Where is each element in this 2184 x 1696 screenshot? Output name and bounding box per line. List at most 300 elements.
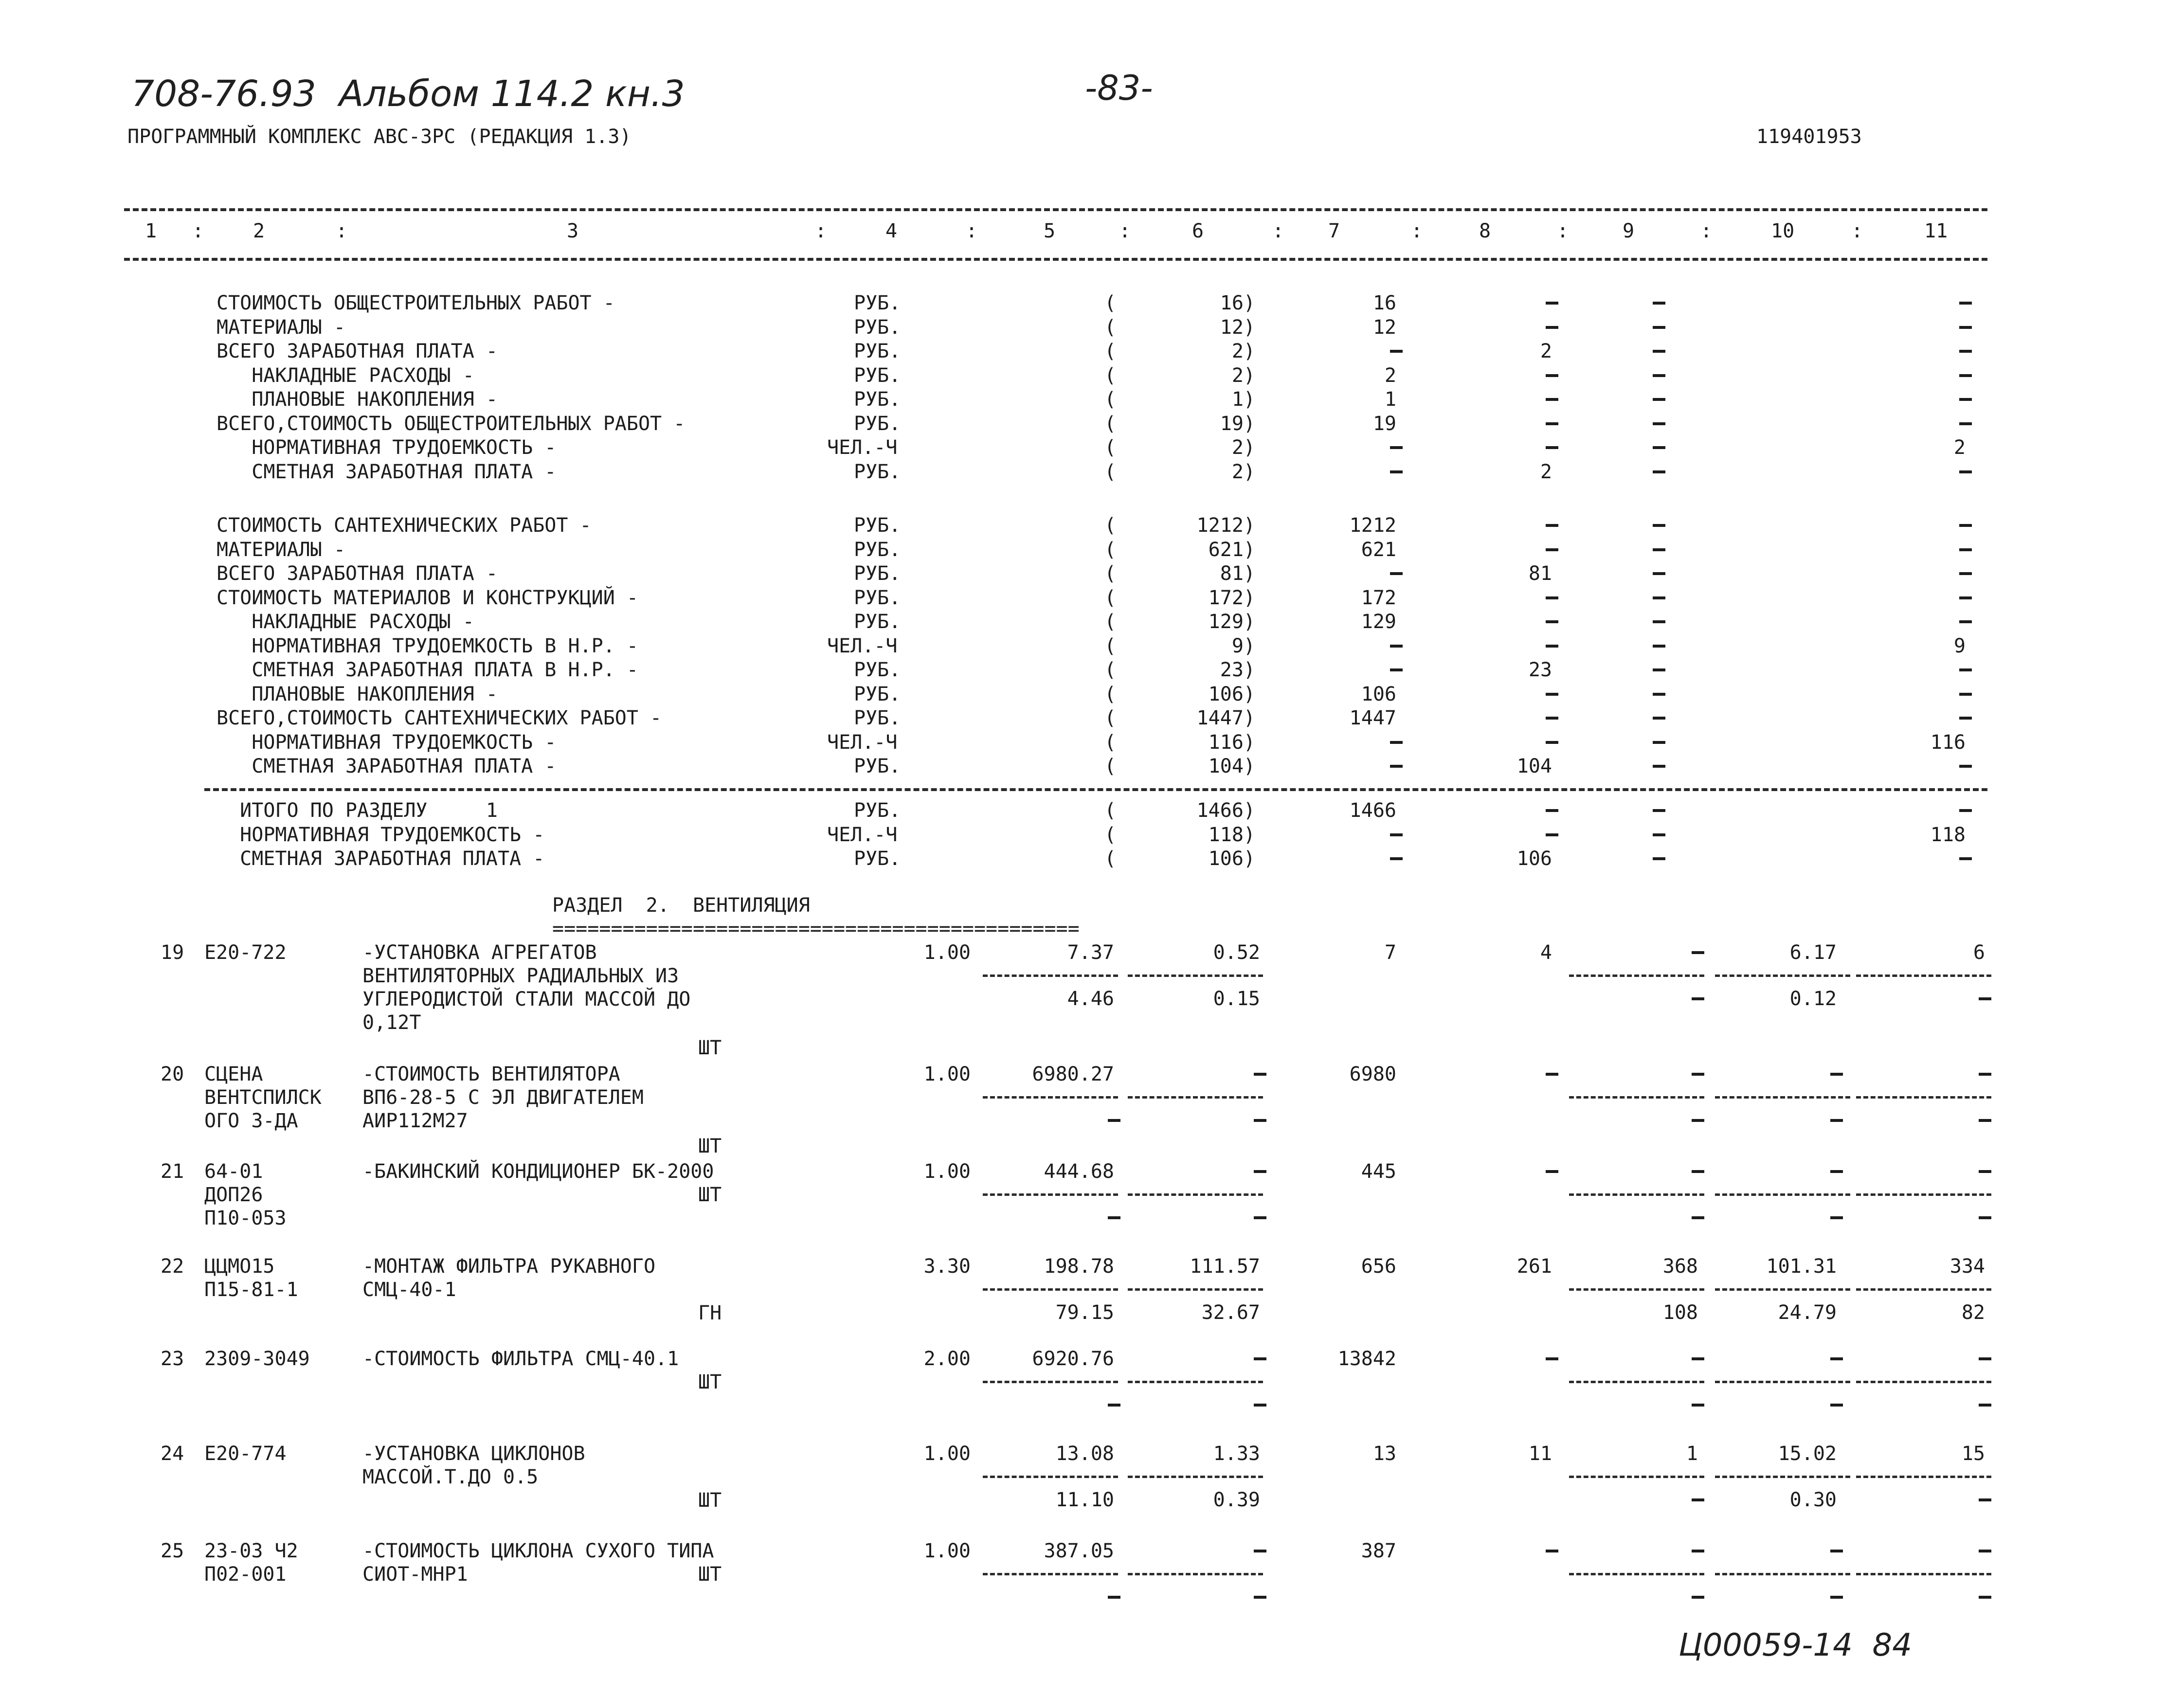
entry-col11 [1979,1357,1991,1360]
summary-col11 [1959,374,1972,377]
entry-unit: ШТ [698,1037,722,1059]
summary-col8: 104 [1516,755,1552,777]
summary-col9 [1653,596,1665,599]
entry-rule-col5 [983,1096,1118,1099]
entry-col9 [1692,1357,1704,1360]
entry-rule-col5 [983,1193,1118,1196]
entry-unit: ШТ [698,1563,722,1586]
entry-col5: 444.68 [1044,1160,1114,1183]
summary-col8 [1546,596,1558,599]
entry-col6: 111.57 [1190,1255,1260,1278]
summary-label: СТОИМОСТЬ МАТЕРИАЛОВ И КОНСТРУКЦИЙ - [217,587,638,609]
summary-col11 [1959,620,1972,623]
summary-label: СМЕТНАЯ ЗАРАБОТНАЯ ПЛАТА - [217,461,557,483]
summary-paren: ( [1104,659,1117,681]
summary-col11: 116 [1930,731,1966,754]
summary-col8 [1546,326,1558,329]
entry-col9: 1 [1686,1443,1698,1465]
entry-unit: ШТ [698,1489,722,1512]
entry-col11: 6 [1973,941,1985,964]
album-title: 708-76.93 Альбом 114.2 кн.3 [131,73,685,115]
entry-rule-col9 [1569,1381,1704,1383]
summary-value-col6: 16) [1220,292,1255,314]
column-header-10: 10 [1771,220,1795,242]
entry-rule-col6 [1128,1288,1263,1291]
entry-col5-second: 11.10 [1055,1489,1114,1511]
summary-unit: ЧЕЛ.-Ч [827,436,898,459]
column-separator: : [966,220,978,242]
summary-paren: ( [1104,611,1117,633]
summary-value-col6: 118) [1208,824,1255,846]
summary-col11: 2 [1953,436,1966,459]
column-header-6: 6 [1192,220,1204,242]
entry-rule-col10 [1715,1193,1850,1196]
summary-unit: ЧЕЛ.-Ч [827,731,898,754]
entry-col7: 7 [1384,941,1396,964]
summary-value-col6: 106) [1208,848,1255,870]
entry-col9-second [1692,1404,1704,1407]
column-header-4: 4 [885,220,898,242]
page-mark: -83- [1085,68,1153,108]
entry-col5-second [1108,1404,1120,1407]
entry-col6-second: 32.67 [1201,1301,1260,1324]
program-name: ПРОГРАММНЫЙ КОМПЛЕКС АВС-3РС (РЕДАКЦИЯ 1.3) [127,126,632,148]
entry-code: Е20-774 [204,1443,287,1465]
entry-number: 21 [161,1160,184,1183]
summary-label: НОРМАТИВНАЯ ТРУДОЕМКОСТЬ В Н.Р. - [217,635,638,657]
summary-col7: 172 [1361,587,1396,609]
summary-col9 [1653,833,1665,836]
summary-label: НОРМАТИВНАЯ ТРУДОЕМКОСТЬ - [217,824,545,846]
summary-col7: 106 [1361,683,1396,705]
summary-col9 [1653,548,1665,551]
summary-paren: ( [1104,388,1117,411]
summary-paren: ( [1104,562,1117,585]
summary-col9 [1653,645,1665,648]
footer-stamp: Ц00059-14 84 [1679,1627,1912,1663]
summary-col7: 1 [1384,388,1396,411]
entry-code: ОГО З-ДА [204,1110,298,1132]
entry-description: -УСТАНОВКА АГРЕГАТОВ [362,941,597,964]
entry-quantity: 1.00 [923,1063,971,1085]
section-title: РАЗДЕЛ 2. ВЕНТИЛЯЦИЯ [552,894,810,917]
summary-paren: ( [1104,436,1117,459]
summary-col9 [1653,693,1665,696]
summary-col11 [1959,809,1972,812]
summary-col7: 12 [1372,316,1396,339]
summary-paren: ( [1104,587,1117,609]
summary-col9 [1653,446,1665,449]
summary-col11 [1959,422,1972,425]
summary-col11 [1959,857,1972,860]
entry-rule-col6 [1128,974,1263,977]
entry-col9-second: 108 [1662,1301,1698,1324]
entry-col9-second [1692,1216,1704,1219]
summary-col7: 2 [1384,364,1396,387]
summary-col11 [1959,548,1972,551]
summary-col9 [1653,374,1665,377]
summary-label: НАКЛАДНЫЕ РАСХОДЫ - [217,364,474,387]
entry-col10-second [1830,1404,1843,1407]
entry-code: П15-81-1 [204,1279,298,1301]
summary-col9 [1653,422,1665,425]
entry-rule-col10 [1715,974,1850,977]
summary-value-col6: 1) [1231,388,1255,411]
summary-col9 [1653,857,1665,860]
summary-col11 [1959,668,1972,671]
summary-unit: РУБ. [854,755,901,777]
entry-col11-second [1979,1404,1991,1407]
summary-paren: ( [1104,707,1117,729]
summary-paren: ( [1104,799,1117,822]
summary-col7: 621 [1361,539,1396,561]
column-header-1: 1 [145,220,157,242]
entry-code: Е20-722 [204,941,287,964]
summary-paren: ( [1104,413,1117,435]
entry-description: СМЦ-40-1 [362,1279,456,1301]
entry-col5: 198.78 [1044,1255,1114,1278]
entry-rule-col5 [983,1573,1118,1575]
summary-label: СТОИМОСТЬ САНТЕХНИЧЕСКИХ РАБОТ - [217,514,592,537]
summary-col8 [1546,741,1558,744]
summary-label: МАТЕРИАЛЫ - [217,539,345,561]
entry-col8 [1546,1357,1558,1360]
entry-description: СИОТ-МНР1 [362,1563,468,1586]
summary-value-col6: 104) [1208,755,1255,777]
summary-col11 [1959,596,1972,599]
entry-description: АИР112М27 [362,1110,468,1132]
entry-rule-col10 [1715,1288,1850,1291]
entry-description: -СТОИМОСТЬ ЦИКЛОНА СУХОГО ТИПА [362,1540,714,1562]
column-separator: : [336,220,348,242]
entry-description: УГЛЕРОДИСТОЙ СТАЛИ МАССОЙ ДО [362,988,691,1010]
summary-col7 [1390,668,1403,671]
column-header-2: 2 [253,220,265,242]
entry-col7: 445 [1361,1160,1396,1183]
summary-col7 [1390,645,1403,648]
entry-code: П10-053 [204,1207,287,1229]
summary-unit: РУБ. [854,848,901,870]
entry-col10 [1830,1550,1843,1552]
entry-code: ВЕНТСПИЛСК [204,1086,322,1109]
summary-col8 [1546,620,1558,623]
entry-col10 [1830,1170,1843,1173]
entry-col6-second: 0.39 [1213,1489,1260,1511]
entry-rule-col9 [1569,1476,1704,1478]
entry-code: 2309-3049 [204,1348,310,1370]
summary-col8 [1546,524,1558,527]
column-header-8: 8 [1479,220,1491,242]
entry-col8 [1546,1550,1558,1552]
summary-col11 [1959,765,1972,768]
entry-col9 [1692,1073,1704,1076]
entry-col8: 4 [1540,941,1552,964]
summary-value-col6: 19) [1220,413,1255,435]
entry-col6: 0.52 [1213,941,1260,964]
entry-number: 24 [161,1443,184,1465]
entry-col8 [1546,1073,1558,1076]
entry-col10-second [1830,1216,1843,1219]
summary-paren: ( [1104,461,1117,483]
summary-value-col6: 2) [1231,436,1255,459]
summary-value-col6: 106) [1208,683,1255,705]
entry-col7: 656 [1361,1255,1396,1278]
entry-col5: 6920.76 [1032,1348,1114,1370]
summary-col9 [1653,765,1665,768]
entry-col5: 7.37 [1067,941,1114,964]
entry-rule-col9 [1569,1288,1704,1291]
entry-rule-col9 [1569,1096,1704,1099]
entry-col10 [1830,1073,1843,1076]
summary-unit: РУБ. [854,340,901,362]
entry-col6-second [1254,1596,1266,1599]
entry-rule-col11 [1856,974,1991,977]
summary-paren: ( [1104,731,1117,754]
summary-label: ПЛАНОВЫЕ НАКОПЛЕНИЯ - [217,683,498,705]
summary-unit: ЧЕЛ.-Ч [827,824,898,846]
summary-col8 [1546,809,1558,812]
entry-col7: 6980 [1349,1063,1396,1085]
entry-quantity: 1.00 [923,1160,971,1183]
column-separator: : [1557,220,1569,242]
summary-unit: РУБ. [854,611,901,633]
entry-rule-col10 [1715,1096,1850,1099]
entry-rule-col11 [1856,1096,1991,1099]
summary-col8 [1546,693,1558,696]
entry-col8: 261 [1516,1255,1552,1278]
entry-col10 [1830,1357,1843,1360]
entry-unit: ГН [698,1302,722,1324]
entry-col7: 13 [1372,1443,1396,1465]
entry-col5: 387.05 [1044,1540,1114,1562]
summary-col7 [1390,765,1403,768]
entry-rule-col9 [1569,974,1704,977]
entry-col6-second [1254,1119,1266,1122]
summary-value-col6: 172) [1208,587,1255,609]
summary-col7: 1466 [1349,799,1396,822]
summary-paren: ( [1104,340,1117,362]
entry-col10-second [1830,1119,1843,1122]
summary-label: НОРМАТИВНАЯ ТРУДОЕМКОСТЬ - [217,436,557,459]
entry-rule-col5 [983,1476,1118,1478]
summary-col11: 118 [1930,824,1966,846]
entry-number: 19 [161,941,184,964]
summary-col8 [1546,833,1558,836]
summary-col9 [1653,717,1665,720]
entry-number: 22 [161,1255,184,1278]
entry-unit: ШТ [698,1184,722,1206]
summary-col9 [1653,326,1665,329]
entry-col5-second [1108,1216,1120,1219]
summary-unit: РУБ. [854,707,901,729]
entry-description: ВЕНТИЛЯТОРНЫХ РАДИАЛЬНЫХ ИЗ [362,965,679,987]
summary-col11 [1959,326,1972,329]
summary-label: ПЛАНОВЫЕ НАКОПЛЕНИЯ - [217,388,498,411]
entry-description: -СТОИМОСТЬ ВЕНТИЛЯТОРА [362,1063,620,1085]
summary-col7 [1390,741,1403,744]
column-header-11: 11 [1924,220,1948,242]
entry-unit: ШТ [698,1135,722,1157]
entry-rule-col10 [1715,1573,1850,1575]
entry-col10: 6.17 [1789,941,1837,964]
summary-label: МАТЕРИАЛЫ - [217,316,345,339]
summary-label: ИТОГО ПО РАЗДЕЛУ 1 [217,799,498,822]
summary-col8 [1546,398,1558,401]
entry-col9 [1692,1170,1704,1173]
entry-col11-second [1979,1216,1991,1219]
summary-col11 [1959,717,1972,720]
summary-unit: РУБ. [854,799,901,822]
entry-description: МАССОЙ.Т.ДО 0.5 [362,1466,539,1488]
summary-col7: 19 [1372,413,1396,435]
entry-description: -БАКИНСКИЙ КОНДИЦИОНЕР БК-2000 [362,1160,714,1183]
entry-col11-second [1979,1596,1991,1599]
column-header-3: 3 [567,220,579,242]
entry-col11-second: 82 [1961,1301,1985,1324]
entry-col9-second [1692,1596,1704,1599]
summary-paren: ( [1104,292,1117,314]
entry-col7: 387 [1361,1540,1396,1562]
entry-rule-col11 [1856,1476,1991,1478]
summary-col8: 2 [1540,340,1552,362]
entry-number: 23 [161,1348,184,1370]
entry-col6-second [1254,1404,1266,1407]
summary-value-col6: 2) [1231,340,1255,362]
entry-rule-col5 [983,1288,1118,1291]
summary-unit: РУБ. [854,316,901,339]
summary-col7 [1390,470,1403,473]
entry-unit: ШТ [698,1371,722,1393]
entry-rule-col11 [1856,1573,1991,1575]
entry-quantity: 1.00 [923,1540,971,1562]
entry-col5-second: 4.46 [1067,988,1114,1010]
summary-col8: 23 [1528,659,1552,681]
column-separator: : [1700,220,1713,242]
entry-col11: 15 [1961,1443,1985,1465]
summary-value-col6: 116) [1208,731,1255,754]
summary-unit: РУБ. [854,587,901,609]
header-rule-top [124,208,1987,211]
entry-col11 [1979,1550,1991,1552]
entry-col6: 1.33 [1213,1443,1260,1465]
entry-description: ВП6-28-5 С ЭЛ ДВИГАТЕЛЕМ [362,1086,644,1109]
summary-col7: 129 [1361,611,1396,633]
summary-col9 [1653,350,1665,353]
summary-label: ВСЕГО,СТОИМОСТЬ ОБЩЕСТРОИТЕЛЬНЫХ РАБОТ - [217,413,686,435]
entry-col9: 368 [1662,1255,1698,1278]
summary-unit: РУБ. [854,562,901,585]
summary-col8: 106 [1516,848,1552,870]
entry-description: -МОНТАЖ ФИЛЬТРА РУКАВНОГО [362,1255,656,1278]
entry-col11-second [1979,1119,1991,1122]
entry-code: 64-01 [204,1160,263,1183]
summary-value-col6: 81) [1220,562,1255,585]
summary-value-col6: 12) [1220,316,1255,339]
summary-value-col6: 1447) [1196,707,1255,729]
summary-col8 [1546,422,1558,425]
summary-col8 [1546,645,1558,648]
entry-quantity: 1.00 [923,941,971,964]
column-separator: : [1851,220,1863,242]
entry-col10-second: 0.12 [1789,988,1837,1010]
column-separator: : [1119,220,1131,242]
summary-label: СМЕТНАЯ ЗАРАБОТНАЯ ПЛАТА - [217,755,557,777]
section-total-rule [204,788,1987,791]
summary-value-col6: 9) [1231,635,1255,657]
summary-col9 [1653,302,1665,305]
entry-rule-col5 [983,1381,1118,1383]
entry-col11 [1979,1170,1991,1173]
summary-col11 [1959,350,1972,353]
summary-col9 [1653,809,1665,812]
entry-col5-second: 79.15 [1055,1301,1114,1324]
summary-label: ВСЕГО,СТОИМОСТЬ САНТЕХНИЧЕСКИХ РАБОТ - [217,707,662,729]
summary-paren: ( [1104,514,1117,537]
summary-unit: РУБ. [854,388,901,411]
summary-value-col6: 1466) [1196,799,1255,822]
entry-col10: 101.31 [1766,1255,1837,1278]
summary-label: ВСЕГО ЗАРАБОТНАЯ ПЛАТА - [217,562,498,585]
summary-label: НАКЛАДНЫЕ РАСХОДЫ - [217,611,474,633]
entry-rule-col10 [1715,1476,1850,1478]
summary-value-col6: 23) [1220,659,1255,681]
entry-col8: 11 [1528,1443,1552,1465]
summary-paren: ( [1104,755,1117,777]
summary-col9 [1653,398,1665,401]
summary-col11 [1959,470,1972,473]
summary-col11 [1959,524,1972,527]
summary-col7 [1390,572,1403,575]
summary-col9 [1653,668,1665,671]
entry-col10-second: 0.30 [1789,1489,1837,1511]
summary-label: СТОИМОСТЬ ОБЩЕСТРОИТЕЛЬНЫХ РАБОТ - [217,292,615,314]
entry-code: П02-001 [204,1563,287,1586]
entry-code: ЦЦМО15 [204,1255,275,1278]
entry-col5-second [1108,1596,1120,1599]
entry-rule-col6 [1128,1193,1263,1196]
summary-unit: ЧЕЛ.-Ч [827,635,898,657]
summary-col7: 1212 [1349,514,1396,537]
entry-quantity: 1.00 [923,1443,971,1465]
summary-col7: 16 [1372,292,1396,314]
summary-unit: РУБ. [854,364,901,387]
column-separator: : [815,220,827,242]
entry-rule-col10 [1715,1381,1850,1383]
summary-unit: РУБ. [854,683,901,705]
column-separator: : [192,220,204,242]
summary-col9 [1653,470,1665,473]
entry-code: СЦЕНА [204,1063,263,1085]
entry-col10: 15.02 [1778,1443,1837,1465]
entry-rule-col6 [1128,1476,1263,1478]
summary-paren: ( [1104,824,1117,846]
entry-col9 [1692,1550,1704,1552]
entry-description: -СТОИМОСТЬ ФИЛЬТРА СМЦ-40.1 [362,1348,679,1370]
entry-quantity: 3.30 [923,1255,971,1278]
summary-unit: РУБ. [854,514,901,537]
summary-paren: ( [1104,316,1117,339]
summary-col11 [1959,398,1972,401]
summary-col9 [1653,572,1665,575]
summary-value-col6: 2) [1231,364,1255,387]
header-rule-bottom [124,258,1987,261]
summary-col11: 9 [1953,635,1966,657]
entry-col10-second [1830,1596,1843,1599]
summary-paren: ( [1104,635,1117,657]
entry-number: 20 [161,1063,184,1085]
entry-col11: 334 [1949,1255,1985,1278]
summary-col7 [1390,833,1403,836]
